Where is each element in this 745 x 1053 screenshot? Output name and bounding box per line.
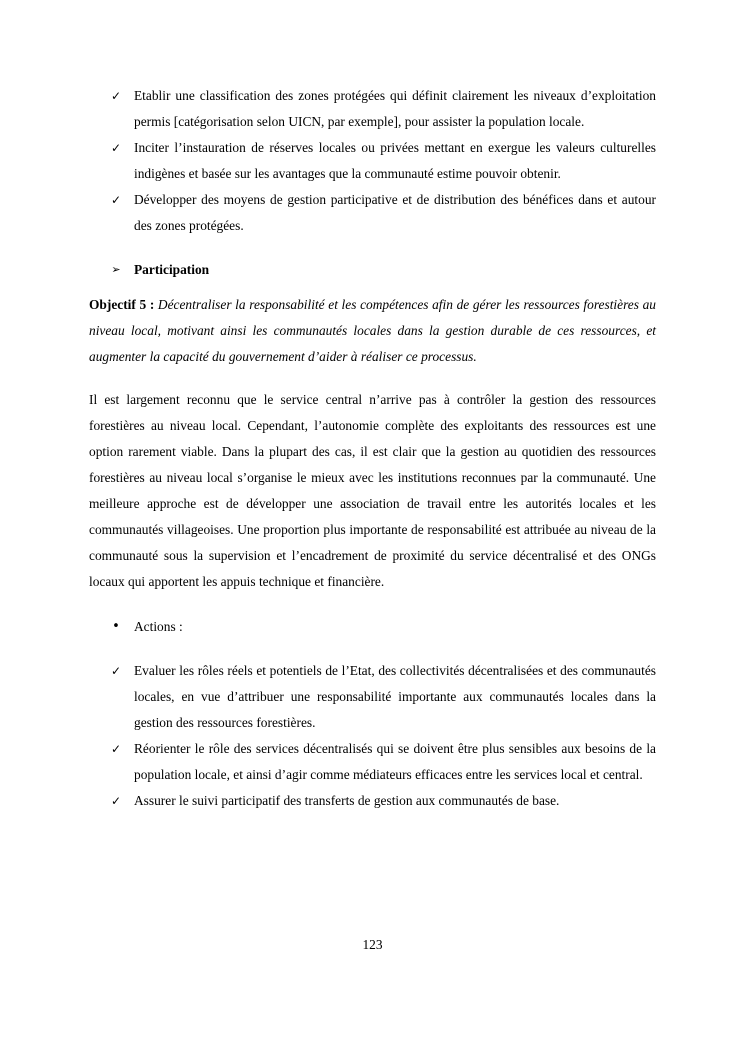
check-icon: ✓ [110, 664, 122, 678]
list-item [89, 658, 656, 736]
bullet-dot-icon: • [112, 619, 120, 634]
list-item-text: Réorienter le rôle des services décentralisés qui se doivent être plus sensibles aux besoins de la population locale, et ainsi d’agir comme médiateurs efficaces entre les services local et central. [134, 741, 656, 782]
list-item-text: Etablir une classification des zones protégées qui définit clairement les niveaux d’exploitation permis [catégorisation selon UICN, par exemple], pour assister la population locale. [134, 88, 656, 129]
page-number: 123 [362, 937, 383, 952]
check-icon: ✓ [110, 193, 122, 207]
check-icon: ✓ [110, 141, 122, 155]
list-item [89, 187, 656, 239]
checklist-actions [89, 658, 656, 814]
document-page [89, 83, 656, 814]
objective-paragraph [89, 292, 656, 370]
list-item [89, 788, 656, 814]
check-icon: ✓ [110, 794, 122, 808]
section-heading [89, 257, 656, 283]
objective-text: Décentraliser la responsabilité et les compétences afin de gérer les ressources forestières au niveau local, motivant ainsi les communautés locales dans la gestion durable de ces ressources, et augmenter la capacité du gouvernement d’aider à réaliser ce processus. [89, 297, 656, 364]
objective-label: Objectif 5 : [89, 297, 155, 312]
list-item-text: Développer des moyens de gestion participative et de distribution des bénéfices dans et autour des zones protégées. [134, 192, 656, 233]
actions-heading [89, 614, 656, 640]
check-icon: ✓ [110, 742, 122, 756]
actions-label: Actions : [134, 619, 183, 634]
body-paragraph: Il est largement reconnu que le service central n’arrive pas à contrôler la gestion des ressources forestières au niveau local. Cependant, l’autonomie complète des exploitants des ressources est une option rarement viable. Dans la plupart des cas, il est clair que la gestion au quotidien des ressources forestières au niveau local s’organise le mieux avec les institutions reconnues par la communauté. Une meilleure approche est de développer une association de travail entre les autorités locales et les communautés villageoises. Une proportion plus importante de responsabilité est attribuée au niveau de la communauté sous la supervision et l’encadrement de proximité du service décentralisé et des ONGs locaux qui apportent les appuis technique et financière. [89, 392, 656, 589]
arrowhead-bullet-icon: ➢ [111, 263, 121, 276]
list-item-text: Inciter l’instauration de réserves locales ou privées mettant en exergue les valeurs culturelles indigènes et basée sur les avantages que la communauté estime pouvoir obtenir. [134, 140, 656, 181]
list-item [89, 135, 656, 187]
check-icon: ✓ [110, 89, 122, 103]
list-item-text: Evaluer les rôles réels et potentiels de l’Etat, des collectivités décentralisées et des communautés locales, en vue d’attribuer une responsabilité importante aux communautés locales dans la gestion des ressources forestières. [134, 663, 656, 730]
list-item [89, 736, 656, 788]
section-heading-text: Participation [134, 262, 210, 277]
checklist-protected-zones [89, 83, 656, 239]
list-item [89, 83, 656, 135]
list-item-text: Assurer le suivi participatif des transferts de gestion aux communautés de base. [134, 793, 560, 808]
